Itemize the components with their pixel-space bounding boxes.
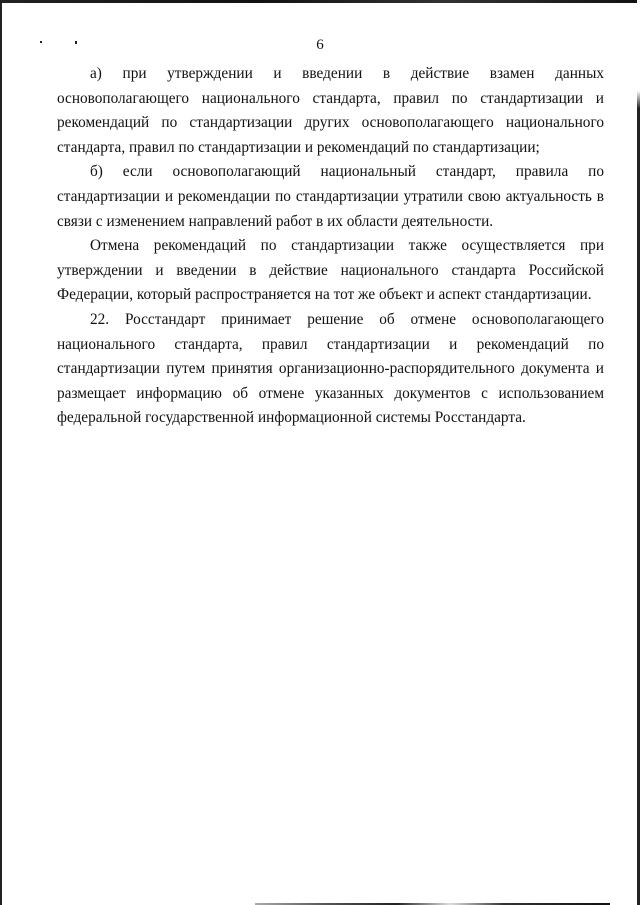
page-number: 6 [316, 37, 324, 53]
paragraph-recommendations-cancellation: Отмена рекомендаций по стандартизации также осуществляется при утверждении и введении в действие национального стандарта Российской Федерации, который распространяется на тот же объект и аспект стандартизации. [57, 237, 604, 304]
scan-edge-top [0, 0, 640, 3]
scan-edge-left [0, 0, 2, 905]
paragraph-item-b: б) если основополагающий национальный стандарт, правила по стандартизации и рекомендации по стандартизации утратили свою актуальность в связи с изменением направлений работ в их области деятельности. [57, 163, 604, 230]
paragraph-item-a: а) при утверждении и введении в действие взамен данных основополагающего национального стандарта, правил по стандартизации и рекомендаций по стандартизации других основополагающего национального стандарта, правил по стандартизации и рекомендаций по стандартизации; [57, 65, 604, 156]
paragraph-clause-22: 22. Росстандарт принимает решение об отмене основополагающего национального стандарта, правил стандартизации и рекомендаций по стандартизации путем принятия организационно-распорядительного документа и размещает информацию об отмене указанных документов с использованием федеральной государственной информационной системы Росстандарта. [57, 310, 604, 427]
document-body [57, 62, 604, 431]
